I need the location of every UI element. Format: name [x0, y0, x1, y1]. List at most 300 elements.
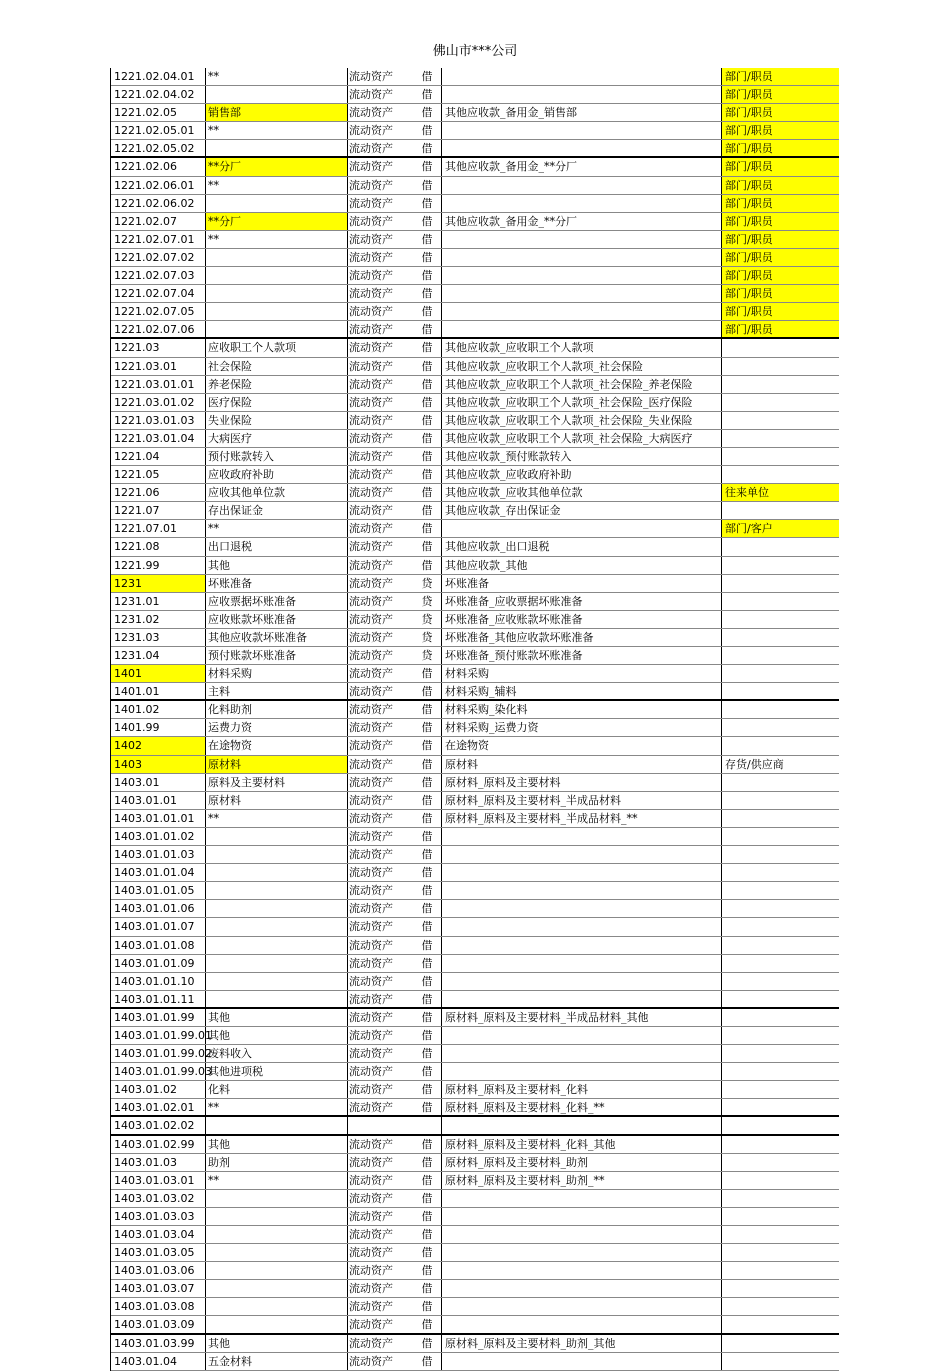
account-code-cell[interactable]: 1221.02.06.02	[114, 196, 195, 210]
account-name-cell[interactable]: **	[205, 177, 347, 194]
full-account-name-cell[interactable]: 材料采购_辅料	[441, 683, 721, 699]
account-name-cell[interactable]	[205, 303, 347, 320]
full-account-name-cell[interactable]	[441, 1226, 721, 1243]
account-code-cell[interactable]: 1403.01.03.06	[114, 1264, 195, 1278]
full-account-name-cell[interactable]	[441, 1208, 721, 1225]
balance-direction-cell[interactable]: 借	[421, 1228, 433, 1241]
account-code-cell[interactable]: 1221.02.06	[114, 160, 177, 174]
account-code-cell[interactable]: 1401	[111, 665, 205, 682]
account-category-cell[interactable]: 流动资产	[347, 213, 403, 230]
account-code-cell[interactable]: 1403.01.01.99.02	[114, 1047, 212, 1061]
account-code-cell[interactable]: 1403.01	[114, 775, 160, 789]
account-name-cell[interactable]: 废料收入	[205, 1045, 347, 1062]
balance-direction-cell[interactable]: 借	[421, 1101, 433, 1115]
account-code-cell[interactable]: 1221.07	[114, 504, 160, 518]
account-name-cell[interactable]	[205, 918, 347, 935]
account-category-cell[interactable]: 流动资产	[347, 1009, 403, 1026]
auxiliary-accounting-cell[interactable]: 部门/职员	[721, 104, 839, 121]
balance-direction-cell[interactable]: 借	[421, 305, 433, 319]
auxiliary-accounting-cell[interactable]	[721, 358, 839, 375]
account-code-cell[interactable]: 1221.02.05.02	[114, 142, 195, 156]
account-code-cell[interactable]: 1221.03	[114, 341, 160, 355]
auxiliary-accounting-cell[interactable]	[721, 1244, 839, 1261]
account-name-cell[interactable]	[205, 1208, 347, 1225]
full-account-name-cell[interactable]	[441, 937, 721, 954]
account-category-cell[interactable]: 流动资产	[347, 864, 403, 881]
balance-direction-cell[interactable]: 借	[421, 287, 433, 301]
account-category-cell[interactable]: 流动资产	[347, 195, 403, 212]
account-category-cell[interactable]: 流动资产	[347, 1208, 403, 1225]
full-account-name-cell[interactable]	[441, 231, 721, 248]
full-account-name-cell[interactable]: 其他应收款_备用金_**分厂	[441, 158, 721, 175]
balance-direction-cell[interactable]: 借	[421, 1209, 433, 1223]
account-name-cell[interactable]: 应收其他单位款	[205, 484, 347, 501]
balance-direction-cell[interactable]: 贷	[421, 576, 433, 590]
account-category-cell[interactable]: 流动资产	[347, 611, 403, 628]
balance-direction-cell[interactable]: 借	[421, 160, 433, 174]
account-category-cell[interactable]: 流动资产	[347, 140, 403, 156]
account-name-cell[interactable]: **	[205, 1172, 347, 1189]
account-code-cell[interactable]: 1221.02.04.02	[114, 88, 195, 102]
account-category-cell[interactable]: 流动资产	[347, 1045, 403, 1062]
account-name-cell[interactable]: **	[205, 68, 347, 85]
auxiliary-accounting-cell[interactable]	[721, 1099, 839, 1115]
account-code-cell[interactable]: 1403.01.04	[114, 1354, 177, 1368]
auxiliary-accounting-cell[interactable]	[721, 1081, 839, 1098]
account-code-cell[interactable]: 1221.02.05	[114, 106, 177, 120]
auxiliary-accounting-cell[interactable]: 部门/职员	[721, 285, 839, 302]
full-account-name-cell[interactable]	[441, 1353, 721, 1370]
auxiliary-accounting-cell[interactable]	[721, 412, 839, 429]
balance-direction-cell[interactable]: 借	[421, 395, 433, 409]
full-account-name-cell[interactable]	[441, 1190, 721, 1207]
full-account-name-cell[interactable]: 其他应收款_预付账款转入	[441, 448, 721, 465]
account-code-cell[interactable]: 1403.01.03.99	[114, 1336, 195, 1350]
auxiliary-accounting-cell[interactable]	[721, 629, 839, 646]
account-name-cell[interactable]	[205, 864, 347, 881]
account-code-cell[interactable]: 1403.01.01.99.01	[114, 1028, 212, 1042]
auxiliary-accounting-cell[interactable]	[721, 882, 839, 899]
auxiliary-accounting-cell[interactable]	[721, 376, 839, 393]
account-name-cell[interactable]: 原材料	[205, 792, 347, 809]
account-name-cell[interactable]: 失业保险	[205, 412, 347, 429]
account-code-cell[interactable]: 1403.01.02	[114, 1083, 177, 1097]
full-account-name-cell[interactable]: 其他应收款_存出保证金	[441, 502, 721, 519]
full-account-name-cell[interactable]	[441, 882, 721, 899]
full-account-name-cell[interactable]: 坏账准备_应收账款坏账准备	[441, 611, 721, 628]
account-code-cell[interactable]: 1221.06	[114, 486, 160, 500]
account-name-cell[interactable]: 销售部	[205, 104, 347, 121]
account-category-cell[interactable]: 流动资产	[347, 846, 403, 863]
account-code-cell[interactable]: 1221.02.06.01	[114, 178, 195, 192]
account-category-cell[interactable]: 流动资产	[347, 412, 403, 429]
balance-direction-cell[interactable]: 借	[421, 1155, 433, 1169]
account-code-cell[interactable]: 1221.02.04.01	[114, 70, 195, 83]
full-account-name-cell[interactable]: 材料采购	[441, 665, 721, 682]
full-account-name-cell[interactable]: 原材料_原料及主要材料_半成品材料	[441, 792, 721, 809]
balance-direction-cell[interactable]: 借	[421, 974, 433, 988]
balance-direction-cell[interactable]: 借	[421, 1083, 433, 1097]
auxiliary-accounting-cell[interactable]	[721, 737, 839, 754]
balance-direction-cell[interactable]: 借	[421, 522, 433, 536]
auxiliary-accounting-cell[interactable]: 部门/职员	[721, 140, 839, 156]
auxiliary-accounting-cell[interactable]: 部门/职员	[721, 195, 839, 212]
balance-direction-cell[interactable]: 借	[421, 540, 433, 554]
account-category-cell[interactable]: 流动资产	[347, 575, 403, 592]
account-code-cell[interactable]: 1221.04	[114, 449, 160, 463]
auxiliary-accounting-cell[interactable]	[721, 557, 839, 574]
balance-direction-cell[interactable]: 借	[421, 486, 433, 500]
account-name-cell[interactable]: 应收票据坏账准备	[205, 593, 347, 610]
balance-direction-cell[interactable]: 借	[421, 1010, 433, 1024]
balance-direction-cell[interactable]: 借	[421, 341, 433, 355]
auxiliary-accounting-cell[interactable]: 部门/职员	[721, 321, 839, 337]
account-code-cell[interactable]: 1221.03.01	[114, 359, 177, 373]
auxiliary-accounting-cell[interactable]: 存货/供应商	[721, 756, 839, 773]
account-category-cell[interactable]: 流动资产	[347, 882, 403, 899]
full-account-name-cell[interactable]: 其他应收款_出口退税	[441, 538, 721, 555]
account-name-cell[interactable]: 坏账准备	[205, 575, 347, 592]
account-name-cell[interactable]: **	[205, 122, 347, 139]
auxiliary-accounting-cell[interactable]: 部门/客户	[721, 520, 839, 537]
balance-direction-cell[interactable]: 借	[421, 1191, 433, 1205]
auxiliary-accounting-cell[interactable]: 部门/职员	[721, 231, 839, 248]
auxiliary-accounting-cell[interactable]: 往来单位	[721, 484, 839, 501]
account-name-cell[interactable]: **分厂	[205, 213, 347, 230]
account-category-cell[interactable]: 流动资产	[347, 394, 403, 411]
auxiliary-accounting-cell[interactable]	[721, 683, 839, 699]
account-category-cell[interactable]: 流动资产	[347, 1226, 403, 1243]
account-name-cell[interactable]: 应收政府补助	[205, 466, 347, 483]
account-category-cell[interactable]: 流动资产	[347, 538, 403, 555]
account-name-cell[interactable]: 应收账款坏账准备	[205, 611, 347, 628]
full-account-name-cell[interactable]: 原材料_原料及主要材料_助剂_**	[441, 1172, 721, 1189]
balance-direction-cell[interactable]: 借	[421, 1264, 433, 1278]
full-account-name-cell[interactable]: 其他应收款_应收职工个人款项_社会保险_养老保险	[441, 376, 721, 393]
account-category-cell[interactable]: 流动资产	[347, 1298, 403, 1315]
account-code-cell[interactable]: 1403.01.01.99.03	[114, 1065, 212, 1079]
auxiliary-accounting-cell[interactable]	[721, 1226, 839, 1243]
auxiliary-accounting-cell[interactable]	[721, 1009, 839, 1026]
account-category-cell[interactable]: 流动资产	[347, 918, 403, 935]
account-name-cell[interactable]	[205, 285, 347, 302]
full-account-name-cell[interactable]: 坏账准备_应收票据坏账准备	[441, 593, 721, 610]
account-code-cell[interactable]: 1401.99	[114, 721, 160, 735]
balance-direction-cell[interactable]: 借	[421, 793, 433, 807]
account-code-cell[interactable]: 1403.01.03.04	[114, 1228, 195, 1241]
account-category-cell[interactable]: 流动资产	[347, 1027, 403, 1044]
account-name-cell[interactable]: **	[205, 1099, 347, 1115]
full-account-name-cell[interactable]	[441, 900, 721, 917]
account-code-cell[interactable]: 1403.01.03.01	[114, 1173, 195, 1187]
full-account-name-cell[interactable]: 坏账准备_预付账款坏账准备	[441, 647, 721, 664]
account-code-cell[interactable]: 1221.99	[114, 558, 160, 572]
balance-direction-cell[interactable]: 借	[421, 142, 433, 156]
auxiliary-accounting-cell[interactable]	[721, 991, 839, 1007]
auxiliary-accounting-cell[interactable]	[721, 538, 839, 555]
auxiliary-accounting-cell[interactable]: 部门/职员	[721, 249, 839, 266]
account-category-cell[interactable]: 流动资产	[347, 1280, 403, 1297]
account-category-cell[interactable]: 流动资产	[347, 430, 403, 447]
full-account-name-cell[interactable]	[441, 140, 721, 156]
full-account-name-cell[interactable]	[441, 68, 721, 85]
account-code-cell[interactable]: 1403.01.01.10	[114, 974, 195, 988]
account-category-cell[interactable]: 流动资产	[347, 991, 403, 1007]
balance-direction-cell[interactable]: 借	[421, 703, 433, 717]
balance-direction-cell[interactable]: 借	[421, 848, 433, 862]
account-code-cell[interactable]: 1221.02.07.01	[114, 232, 195, 246]
account-name-cell[interactable]	[205, 1316, 347, 1332]
balance-direction-cell[interactable]: 借	[421, 468, 433, 482]
account-code-cell[interactable]: 1403.01.03.08	[114, 1300, 195, 1314]
balance-direction-cell[interactable]: 借	[421, 667, 433, 681]
account-code-cell[interactable]: 1403.01.01	[114, 793, 177, 807]
balance-direction-cell[interactable]: 借	[421, 866, 433, 880]
account-category-cell[interactable]: 流动资产	[347, 466, 403, 483]
account-code-cell[interactable]: 1402	[111, 737, 205, 754]
full-account-name-cell[interactable]: 原材料_原料及主要材料	[441, 774, 721, 791]
balance-direction-cell[interactable]: 贷	[421, 630, 433, 644]
account-category-cell[interactable]: 流动资产	[347, 1353, 403, 1370]
auxiliary-accounting-cell[interactable]	[721, 1027, 839, 1044]
account-name-cell[interactable]: 化料	[205, 1081, 347, 1098]
full-account-name-cell[interactable]	[441, 828, 721, 845]
account-name-cell[interactable]: 预付账款坏账准备	[205, 647, 347, 664]
auxiliary-accounting-cell[interactable]	[721, 719, 839, 736]
account-name-cell[interactable]	[205, 991, 347, 1007]
auxiliary-accounting-cell[interactable]: 部门/职员	[721, 177, 839, 194]
account-name-cell[interactable]: 其他	[205, 1335, 347, 1352]
account-code-cell[interactable]: 1221.03.01.04	[114, 431, 195, 445]
auxiliary-accounting-cell[interactable]: 部门/职员	[721, 86, 839, 103]
balance-direction-cell[interactable]: 借	[421, 196, 433, 210]
account-category-cell[interactable]: 流动资产	[347, 1081, 403, 1098]
account-name-cell[interactable]: 原材料	[205, 756, 347, 773]
auxiliary-accounting-cell[interactable]	[721, 846, 839, 863]
account-category-cell[interactable]: 流动资产	[347, 792, 403, 809]
account-code-cell[interactable]: 1221.02.07.05	[114, 305, 195, 319]
account-code-cell[interactable]: 1403.01.01.03	[114, 848, 195, 862]
account-name-cell[interactable]	[205, 267, 347, 284]
account-category-cell[interactable]: 流动资产	[347, 955, 403, 972]
account-name-cell[interactable]	[205, 1280, 347, 1297]
balance-direction-cell[interactable]: 借	[421, 920, 433, 934]
account-category-cell[interactable]	[347, 1117, 403, 1133]
balance-direction-cell[interactable]: 借	[421, 902, 433, 916]
account-category-cell[interactable]: 流动资产	[347, 647, 403, 664]
account-category-cell[interactable]: 流动资产	[347, 1316, 403, 1332]
auxiliary-accounting-cell[interactable]	[721, 1063, 839, 1080]
full-account-name-cell[interactable]: 材料采购_染化料	[441, 701, 721, 718]
full-account-name-cell[interactable]	[441, 321, 721, 337]
account-code-cell[interactable]: 1403.01.01.07	[114, 920, 195, 934]
account-code-cell[interactable]: 1221.05	[114, 468, 160, 482]
balance-direction-cell[interactable]: 借	[421, 178, 433, 192]
full-account-name-cell[interactable]	[441, 955, 721, 972]
full-account-name-cell[interactable]: 原材料_原料及主要材料_化料_**	[441, 1099, 721, 1115]
auxiliary-accounting-cell[interactable]	[721, 665, 839, 682]
account-category-cell[interactable]: 流动资产	[347, 557, 403, 574]
full-account-name-cell[interactable]	[441, 520, 721, 537]
balance-direction-cell[interactable]: 借	[421, 377, 433, 391]
account-name-cell[interactable]	[205, 1262, 347, 1279]
full-account-name-cell[interactable]	[441, 1280, 721, 1297]
auxiliary-accounting-cell[interactable]	[721, 955, 839, 972]
balance-direction-cell[interactable]: 借	[421, 269, 433, 283]
account-category-cell[interactable]: 流动资产	[347, 321, 403, 337]
auxiliary-accounting-cell[interactable]	[721, 1262, 839, 1279]
auxiliary-accounting-cell[interactable]	[721, 937, 839, 954]
balance-direction-cell[interactable]: 借	[421, 1300, 433, 1314]
balance-direction-cell[interactable]: 借	[421, 232, 433, 246]
full-account-name-cell[interactable]	[441, 1063, 721, 1080]
auxiliary-accounting-cell[interactable]	[721, 430, 839, 447]
account-name-cell[interactable]: 原料及主要材料	[205, 774, 347, 791]
account-category-cell[interactable]: 流动资产	[347, 339, 403, 356]
full-account-name-cell[interactable]	[441, 1117, 721, 1133]
account-name-cell[interactable]	[205, 846, 347, 863]
account-category-cell[interactable]: 流动资产	[347, 973, 403, 990]
auxiliary-accounting-cell[interactable]	[721, 828, 839, 845]
account-category-cell[interactable]: 流动资产	[347, 828, 403, 845]
account-category-cell[interactable]: 流动资产	[347, 267, 403, 284]
balance-direction-cell[interactable]: 贷	[421, 612, 433, 626]
account-category-cell[interactable]: 流动资产	[347, 86, 403, 103]
auxiliary-accounting-cell[interactable]: 部门/职员	[721, 303, 839, 320]
account-code-cell[interactable]: 1403.01.02.99	[114, 1137, 195, 1151]
account-code-cell[interactable]: 1231.04	[114, 649, 160, 662]
auxiliary-accounting-cell[interactable]: 部门/职员	[721, 122, 839, 139]
balance-direction-cell[interactable]: 借	[421, 1246, 433, 1260]
full-account-name-cell[interactable]	[441, 991, 721, 1007]
account-name-cell[interactable]	[205, 195, 347, 212]
full-account-name-cell[interactable]	[441, 86, 721, 103]
auxiliary-accounting-cell[interactable]	[721, 593, 839, 610]
account-code-cell[interactable]: 1403.01.03.02	[114, 1191, 195, 1205]
balance-direction-cell[interactable]: 借	[421, 1137, 433, 1151]
balance-direction-cell[interactable]: 借	[421, 413, 433, 427]
auxiliary-accounting-cell[interactable]	[721, 575, 839, 592]
account-name-cell[interactable]: 在途物资	[205, 737, 347, 754]
account-name-cell[interactable]: 其他	[205, 1009, 347, 1026]
account-code-cell[interactable]: 1403.01.03.07	[114, 1282, 195, 1296]
full-account-name-cell[interactable]	[441, 918, 721, 935]
account-name-cell[interactable]	[205, 140, 347, 156]
account-name-cell[interactable]: 医疗保险	[205, 394, 347, 411]
auxiliary-accounting-cell[interactable]	[721, 900, 839, 917]
full-account-name-cell[interactable]: 原材料_原料及主要材料_助剂	[441, 1154, 721, 1171]
account-category-cell[interactable]: 流动资产	[347, 937, 403, 954]
account-category-cell[interactable]: 流动资产	[347, 68, 403, 85]
account-category-cell[interactable]: 流动资产	[347, 358, 403, 375]
balance-direction-cell[interactable]: 借	[421, 1047, 433, 1061]
account-code-cell[interactable]: 1403.01.02.02	[114, 1119, 195, 1133]
account-name-cell[interactable]: 其他进项税	[205, 1063, 347, 1080]
account-name-cell[interactable]: 主料	[205, 683, 347, 699]
account-code-cell[interactable]: 1221.02.05.01	[114, 124, 195, 138]
auxiliary-accounting-cell[interactable]: 部门/职员	[721, 213, 839, 230]
full-account-name-cell[interactable]: 坏账准备	[441, 575, 721, 592]
account-name-cell[interactable]: 应收职工个人款项	[205, 339, 347, 356]
account-category-cell[interactable]: 流动资产	[347, 285, 403, 302]
full-account-name-cell[interactable]: 其他应收款_应收其他单位款	[441, 484, 721, 501]
auxiliary-accounting-cell[interactable]	[721, 611, 839, 628]
auxiliary-accounting-cell[interactable]: 部门/职员	[721, 68, 839, 85]
account-code-cell[interactable]: 1231.01	[114, 594, 160, 608]
balance-direction-cell[interactable]: 借	[421, 829, 433, 843]
balance-direction-cell[interactable]: 借	[421, 250, 433, 264]
balance-direction-cell[interactable]: 借	[421, 1318, 433, 1332]
full-account-name-cell[interactable]	[441, 1298, 721, 1315]
full-account-name-cell[interactable]	[441, 973, 721, 990]
account-name-cell[interactable]	[205, 882, 347, 899]
full-account-name-cell[interactable]: 坏账准备_其他应收款坏账准备	[441, 629, 721, 646]
full-account-name-cell[interactable]	[441, 177, 721, 194]
account-code-cell[interactable]: 1221.02.07.06	[114, 323, 195, 337]
balance-direction-cell[interactable]: 借	[421, 956, 433, 970]
auxiliary-accounting-cell[interactable]	[721, 1335, 839, 1352]
balance-direction-cell[interactable]: 借	[421, 70, 433, 83]
account-category-cell[interactable]: 流动资产	[347, 629, 403, 646]
balance-direction-cell[interactable]: 借	[421, 739, 433, 753]
balance-direction-cell[interactable]: 借	[421, 359, 433, 373]
account-name-cell[interactable]	[205, 900, 347, 917]
account-code-cell[interactable]: 1403.01.01.11	[114, 992, 195, 1006]
account-code-cell[interactable]: 1221.08	[114, 540, 160, 554]
account-name-cell[interactable]: 大病医疗	[205, 430, 347, 447]
full-account-name-cell[interactable]: 其他应收款_应收职工个人款项_社会保险_失业保险	[441, 412, 721, 429]
account-code-cell[interactable]: 1403.01.01.01	[114, 811, 195, 825]
auxiliary-accounting-cell[interactable]	[721, 1353, 839, 1370]
auxiliary-accounting-cell[interactable]	[721, 701, 839, 718]
account-category-cell[interactable]: 流动资产	[347, 249, 403, 266]
balance-direction-cell[interactable]	[403, 1117, 441, 1133]
balance-direction-cell[interactable]: 借	[421, 811, 433, 825]
account-category-cell[interactable]: 流动资产	[347, 683, 403, 699]
account-code-cell[interactable]: 1221.03.01.01	[114, 377, 195, 391]
balance-direction-cell[interactable]: 借	[421, 884, 433, 898]
account-name-cell[interactable]: 助剂	[205, 1154, 347, 1171]
balance-direction-cell[interactable]: 借	[421, 757, 433, 771]
account-name-cell[interactable]: 化料助剂	[205, 701, 347, 718]
account-code-cell[interactable]: 1231.02	[114, 612, 160, 626]
account-category-cell[interactable]: 流动资产	[347, 719, 403, 736]
account-code-cell[interactable]: 1231.03	[114, 630, 160, 644]
account-code-cell[interactable]: 1403.01.03	[114, 1155, 177, 1169]
auxiliary-accounting-cell[interactable]	[721, 647, 839, 664]
full-account-name-cell[interactable]	[441, 1045, 721, 1062]
balance-direction-cell[interactable]: 借	[421, 431, 433, 445]
full-account-name-cell[interactable]: 其他应收款_备用金_**分厂	[441, 213, 721, 230]
balance-direction-cell[interactable]: 借	[421, 124, 433, 138]
account-code-cell[interactable]: 1403	[111, 756, 205, 773]
account-category-cell[interactable]: 流动资产	[347, 1335, 403, 1352]
account-code-cell[interactable]: 1221.03.01.03	[114, 413, 195, 427]
auxiliary-accounting-cell[interactable]	[721, 1208, 839, 1225]
account-code-cell[interactable]: 1221.02.07.04	[114, 287, 195, 301]
full-account-name-cell[interactable]	[441, 195, 721, 212]
balance-direction-cell[interactable]: 借	[421, 504, 433, 518]
auxiliary-accounting-cell[interactable]: 部门/职员	[721, 267, 839, 284]
full-account-name-cell[interactable]: 原材料_原料及主要材料_半成品材料_其他	[441, 1009, 721, 1026]
account-name-cell[interactable]: 养老保险	[205, 376, 347, 393]
full-account-name-cell[interactable]: 其他应收款_应收职工个人款项_社会保险	[441, 358, 721, 375]
balance-direction-cell[interactable]: 借	[421, 1336, 433, 1350]
account-category-cell[interactable]: 流动资产	[347, 1063, 403, 1080]
account-name-cell[interactable]: 存出保证金	[205, 502, 347, 519]
auxiliary-accounting-cell[interactable]	[721, 1316, 839, 1332]
account-category-cell[interactable]: 流动资产	[347, 177, 403, 194]
